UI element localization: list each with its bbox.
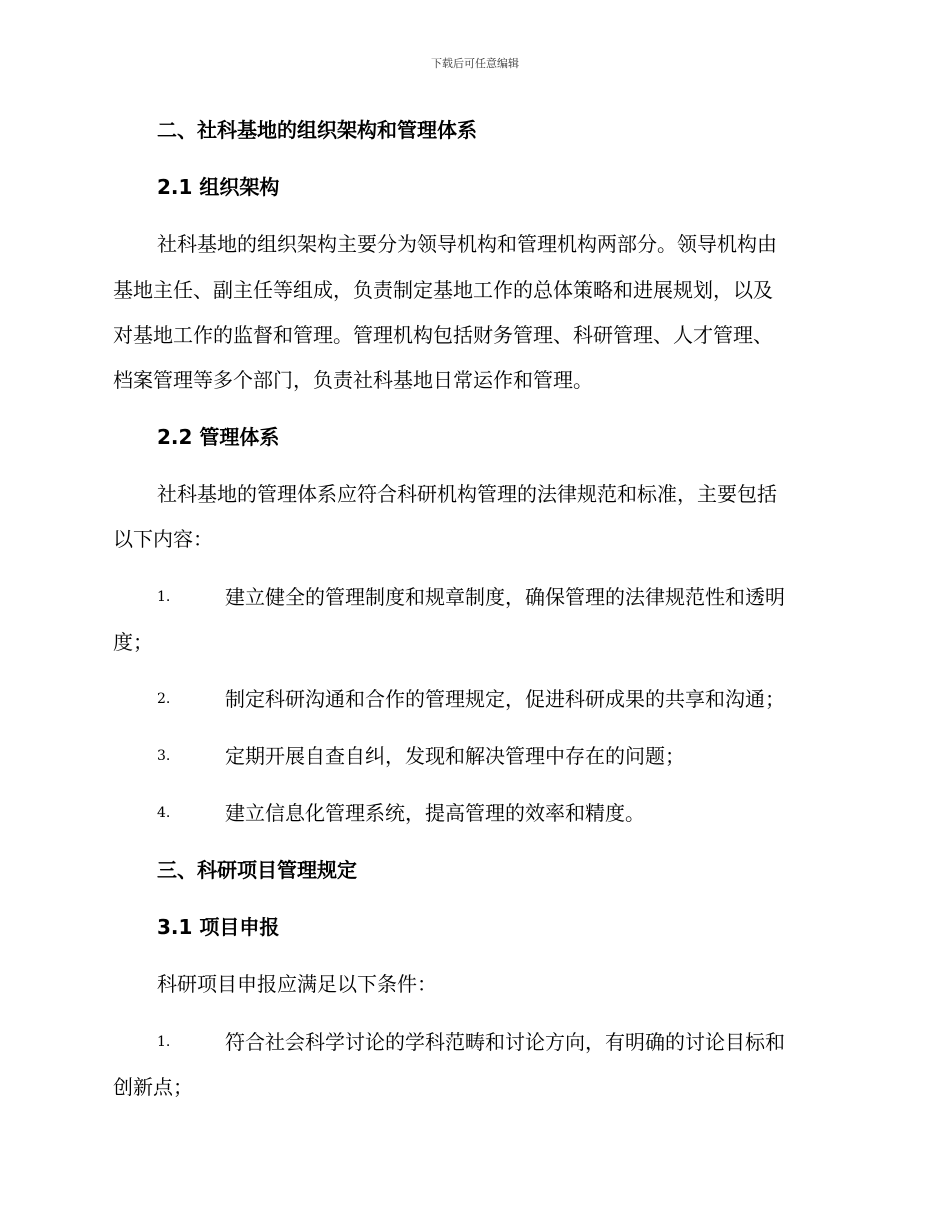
- paragraph-line: 科研项目申报应满足以下条件：: [157, 972, 437, 996]
- page-header: 下载后可任意编辑: [431, 57, 519, 70]
- paragraph-line: 档案管理等多个部门，负责社科基地日常运作和管理。: [113, 368, 593, 392]
- subsection-2-2-title: 2.2 管理体系: [157, 425, 280, 449]
- list-item-number: 1.: [157, 1034, 171, 1050]
- paragraph-line: 对基地工作的监督和管理。管理机构包括财务管理、科研管理、人才管理、: [113, 323, 773, 347]
- list-item-text: 符合社会科学讨论的学科范畴和讨论方向，有明确的讨论目标和: [225, 1030, 785, 1054]
- section-2-title: 二、社科基地的组织架构和管理体系: [157, 118, 477, 142]
- list-item-number: 3.: [157, 748, 171, 764]
- list-item-continuation: 创新点；: [113, 1075, 193, 1099]
- paragraph-line: 基地主任、副主任等组成，负责制定基地工作的总体策略和进展规划，以及: [113, 278, 773, 302]
- paragraph-line: 社科基地的管理体系应符合科研机构管理的法律规范和标准，主要包括: [157, 482, 777, 506]
- subsection-3-1-title: 3.1 项目申报: [157, 915, 280, 939]
- paragraph-line: 社科基地的组织架构主要分为领导机构和管理机构两部分。领导机构由: [157, 232, 777, 256]
- list-item-text: 定期开展自查自纠，发现和解决管理中存在的问题；: [225, 744, 685, 768]
- list-item-continuation: 度；: [113, 630, 153, 654]
- list-item-text: 制定科研沟通和合作的管理规定，促进科研成果的共享和沟通；: [225, 687, 785, 711]
- section-3-title: 三、科研项目管理规定: [157, 858, 357, 882]
- subsection-2-1-title: 2.1 组织架构: [157, 175, 280, 199]
- list-item-text: 建立健全的管理制度和规章制度，确保管理的法律规范性和透明: [225, 585, 785, 609]
- list-item-number: 4.: [157, 805, 171, 821]
- list-item-number: 2.: [157, 691, 171, 707]
- list-item-text: 建立信息化管理系统，提高管理的效率和精度。: [225, 801, 645, 825]
- list-item-number: 1.: [157, 589, 171, 605]
- paragraph-line: 以下内容：: [113, 527, 213, 551]
